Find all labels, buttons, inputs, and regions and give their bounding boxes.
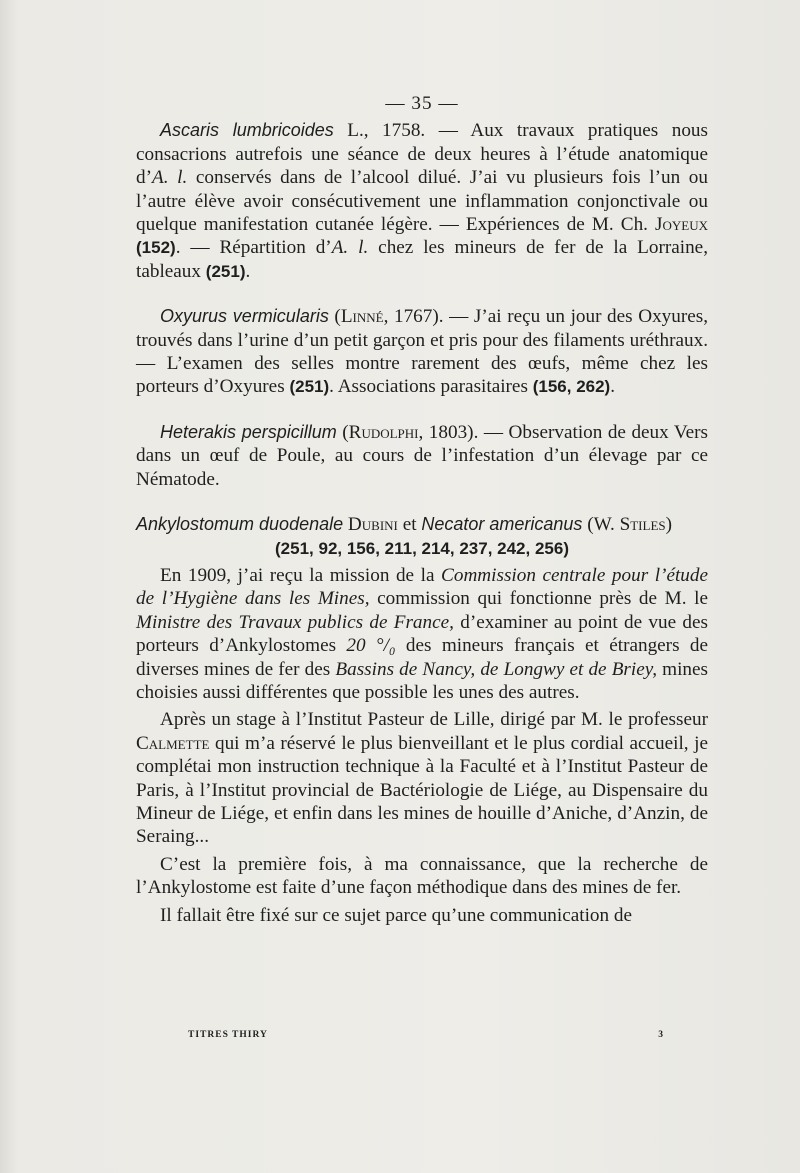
page-content — [136, 92, 708, 927]
species-name: Heterakis perspicillum — [160, 421, 337, 442]
page-number: — 35 — — [385, 93, 459, 114]
species-name: Necator americanus — [421, 514, 583, 535]
footer-signature: TITRES THIRY — [188, 1030, 268, 1040]
paragraph-communication: Il fallait être fixé sur ce sujet parce qu’une communication de — [160, 904, 633, 926]
reference: (251) — [289, 377, 330, 397]
species-name: Ankylostomum duodenale — [136, 514, 344, 535]
reference: (156, 262) — [532, 377, 611, 397]
author-name: Calmette — [136, 732, 210, 754]
paragraph-ascaris: Ascaris lumbricoides L., 1758. — Aux travaux pratiques nous consacrions autrefois une séance de deux heures à l’étude anatomique d’A. l. conservés dans de l’alcool dilué. J’ai vu plusieurs fois l’un ou l’autre élève avoir consécutivement une inflammation conjonctivale ou quelque manifestation cutanée légère. — Expériences de M. Ch. Joyeux (152). — Répartition d’A. l. chez les mineurs de fer de la Lorraine, tableaux (251). — [136, 120, 708, 282]
heading-ankylostomum: Ankylostomum duodenale Dubini et Necator americanus (W. Stiles) (251, 92, 156, 211, 214, 237, 242, 256) — [136, 513, 708, 560]
paragraph-premiere-fois: C’est la première fois, à ma connaissance, que la recherche de l’Ankylostome est faite d’une façon méthodique dans des mines de fer. — [136, 853, 708, 899]
reference: (251) — [205, 261, 246, 281]
paragraph-heterakis: Heterakis perspicillum (Rudolphi, 1803). — Observation de deux Vers dans un œuf de Poule, au cours de l’infestation d’un élevage par ce Nématode. — [136, 421, 708, 490]
species-name: Oxyurus vermicularis — [160, 306, 329, 327]
paragraph-oxyurus: Oxyurus vermicularis (Linné, 1767). — J’ai reçu un jour des Oxyures, trouvés dans l’urine d’un petit garçon et pris pour des filaments uréthraux. — L’examen des selles montre rarement des œufs, même chez les porteurs d’Oxyures (251). Associations parasitaires (156, 262). — [136, 306, 709, 398]
species-name: Ascaris lumbricoides — [160, 120, 334, 141]
paragraph-mission: En 1909, j’ai reçu la mission de la Commission centrale pour l’étude de l’Hygiène dans les Mines, commission qui fonctionne près de M. le Ministre des Travaux publics de France, d’examiner au point de vue des porteurs d’Ankylostomes 20 °/₀ des mineurs français et étrangers de diverses mines de fer des Bassins de Nancy, de Longwy et de Briey, mines choisies aussi différentes que possible les unes des autres. — [136, 564, 708, 703]
paragraph-stage: Après un stage à l’Institut Pasteur de Lille, dirigé par M. le professeur Calmette qui m’a réservé le plus bienveillant et le plus cordial accueil, je complétai mon instruction technique à la Faculté et à l’Institut Pasteur de Paris, à l’Institut provincial de Bactériologie de Liége, au Dispensaire du Mineur de Liége, et enfin dans les mines de houille d’Aniche, d’Anzin, de Seraing... — [136, 709, 708, 848]
author-name: Joyeux — [655, 214, 708, 236]
reference: (152) — [136, 238, 176, 258]
reference-list: (251, 92, 156, 211, 214, 237, 242, 256) — [275, 538, 569, 558]
footer-sheet-number: 3 — [658, 1030, 664, 1040]
page-footer — [188, 1030, 664, 1040]
